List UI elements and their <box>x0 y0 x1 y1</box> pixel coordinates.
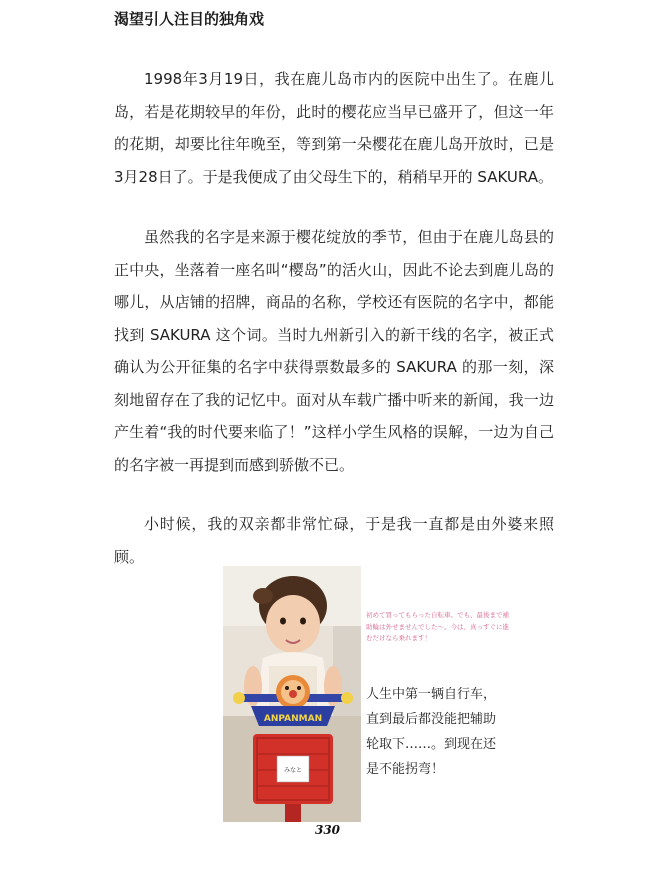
page-number: 330 <box>314 823 341 837</box>
paragraph-birth: 1998年3月19日，我在鹿儿岛市内的医院中出生了。在鹿儿岛，若是花期较早的年份，此时的樱花应当早已盛开了，但这一年的花期，却要比往年晚至，等到第一朵樱花在鹿儿岛开放时，已是3月28日了。于是我便成了由父母生下的，稍稍早开的 SAKURA。 <box>114 70 554 186</box>
page-title: 渴望引人注目的独角戏 <box>114 10 265 28</box>
childhood-bicycle-photo <box>223 566 361 822</box>
paragraph-childhood: 小时候，我的双亲都非常忙碌，于是我一直都是由外婆来照顾。 <box>114 515 554 566</box>
photo-caption-chinese: 人生中第一辆自行车，直到最后都没能把辅助轮取下……。到现在还是不能拐弯！ <box>366 687 497 777</box>
photo-caption-japanese: 初めて買ってもらった自転車。でも、最後まで補助輪は外せませんでした～。今は、真っすぐに進むだけなら乗れます！ <box>366 611 509 642</box>
basket-sticker-text: みなと <box>283 767 303 774</box>
paragraph-name-origin: 虽然我的名字是来源于樱花绽放的季节，但由于在鹿儿岛县的正中央，坐落着一座名叫“樱岛”的活火山，因此不论去到鹿儿岛的哪儿，从店铺的招牌，商品的名称，学校还有医院的名字中，都能找到 SAKURA 这个词。当时九州新引入的新干线的名字，被正式确认为公开征集的名字中获得票数最多的 SAKURA 的那一刻，深刻地留存在了我的记忆中。面对从车载广播中听来的新闻，我一边产生着“我的时代要来临了！”这样小学生风格的误解，一边为自己的名字被一再提到而感到骄傲不已。 <box>114 228 554 474</box>
svg-text:ANPANMAN: ANPANMAN <box>263 714 323 724</box>
